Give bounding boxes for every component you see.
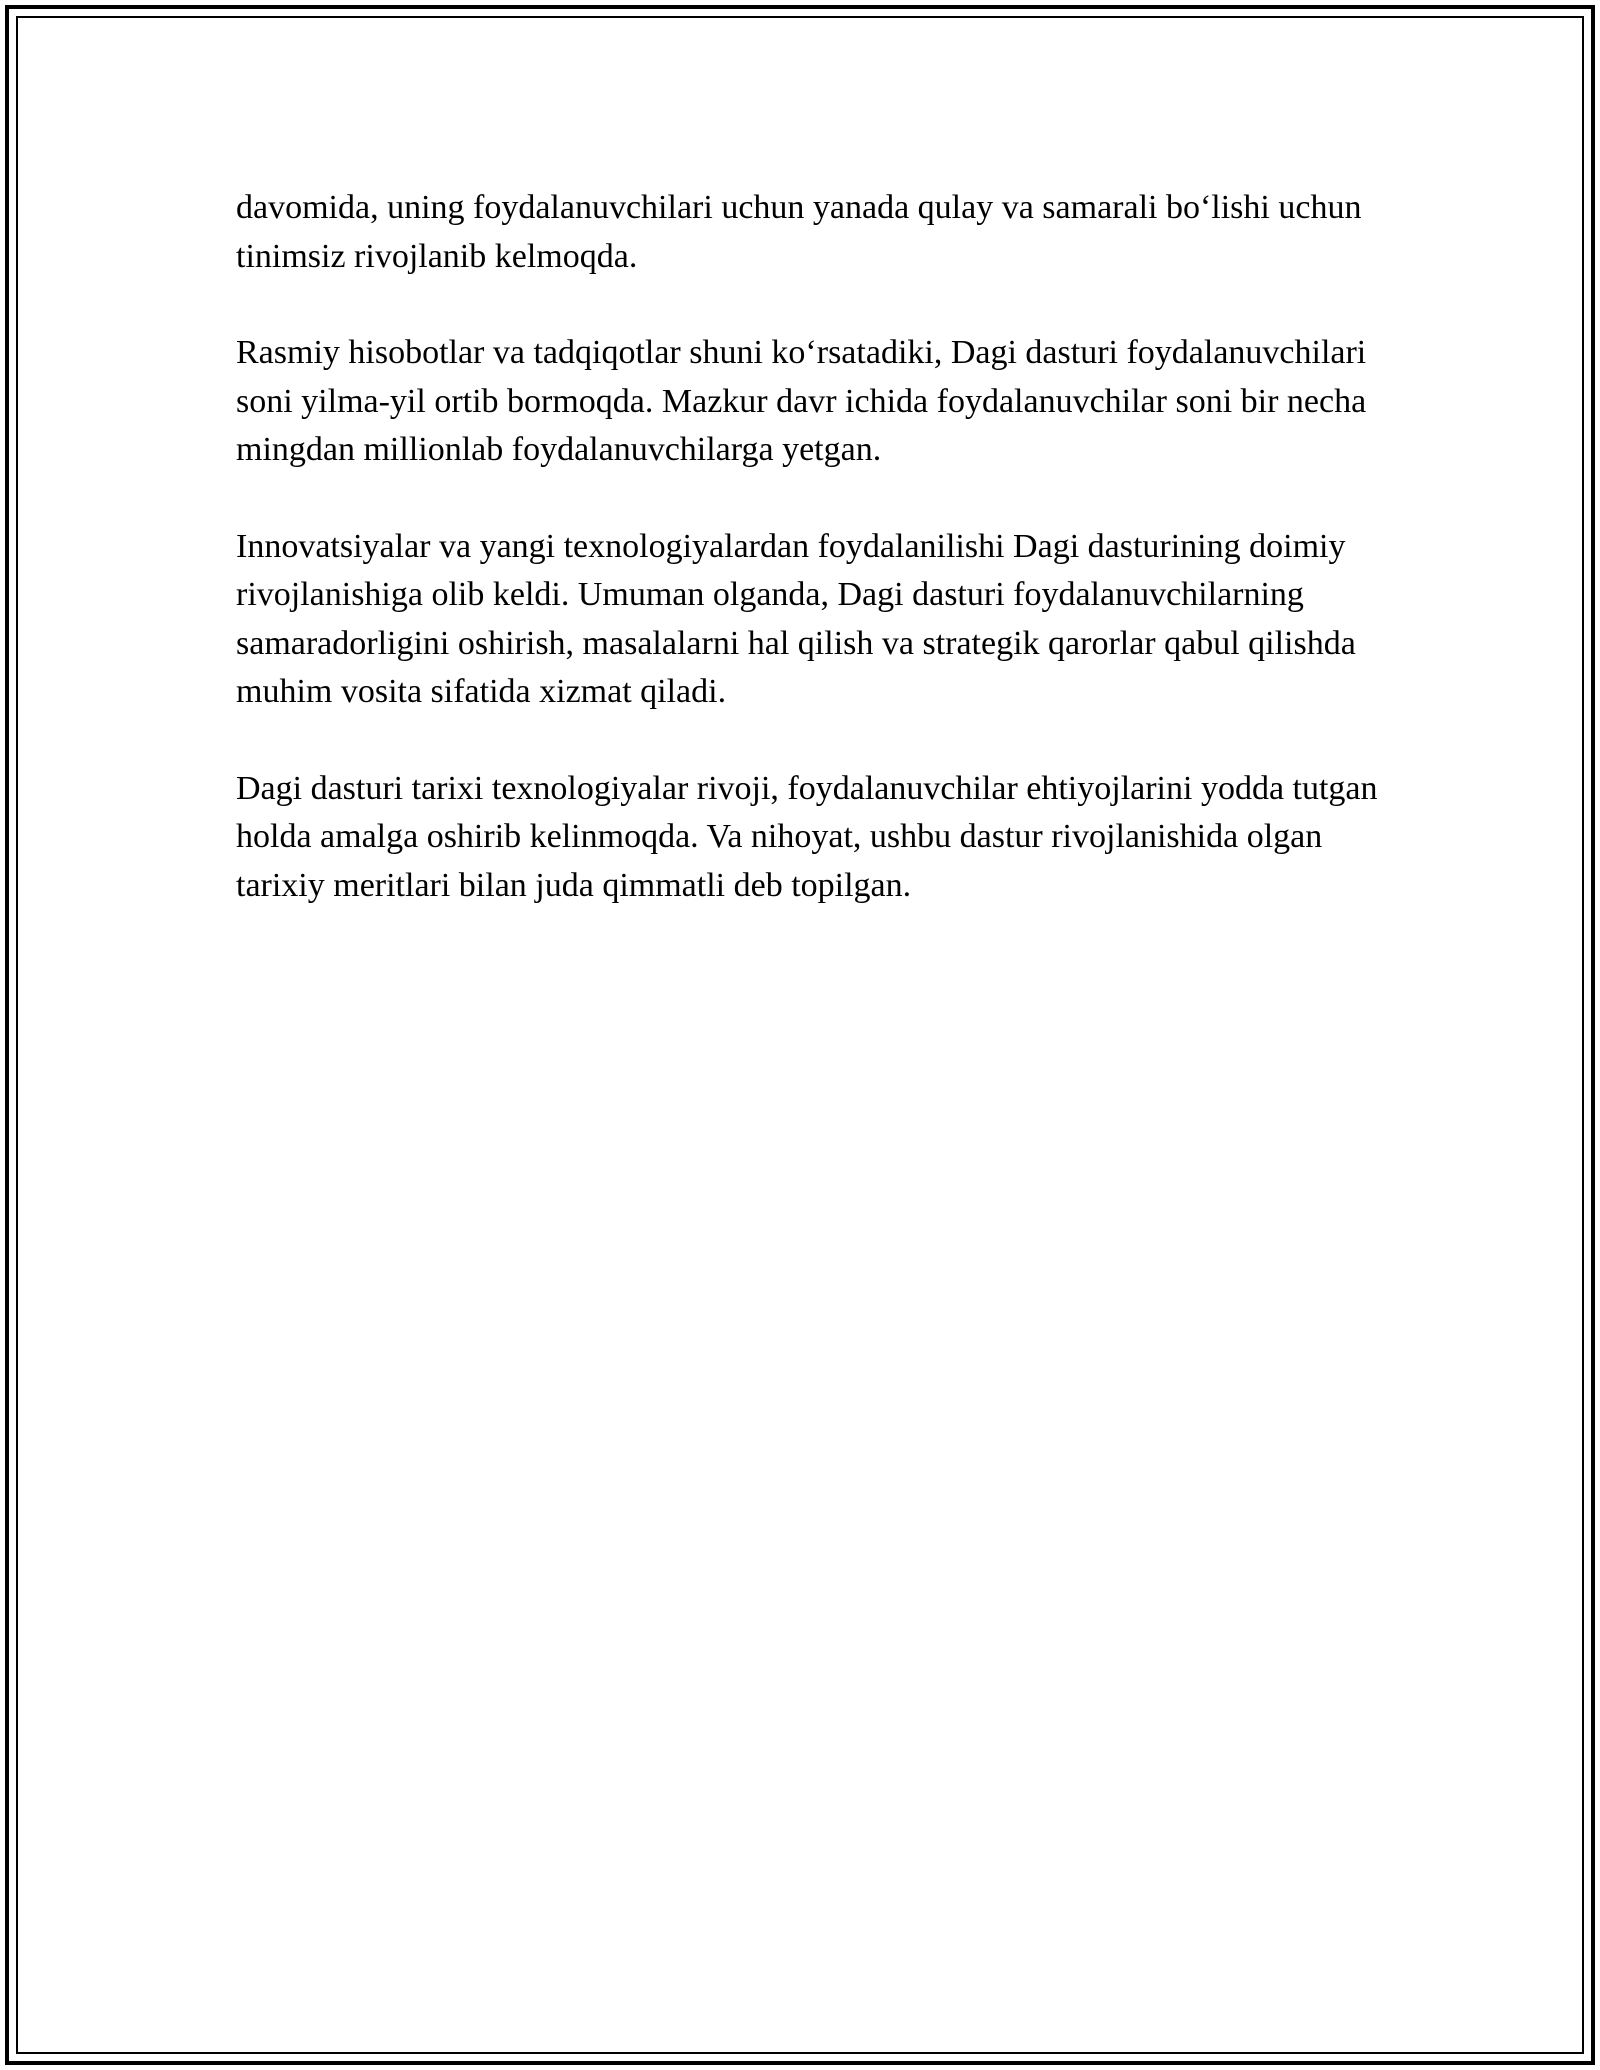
paragraph-2: Rasmiy hisobotlar va tadqiqotlar shuni ko‘rsatadiki, Dagi dasturi foydalanuvchilari soni yilma-yil ortib bormoqda. Mazkur davr ichida foydalanuvchilar soni bir necha mingdan millionlab foydalanuvchilarga yetgan. (236, 334, 1367, 468)
paragraph-4: Dagi dasturi tarixi texnologiyalar rivoji, foydalanuvchilar ehtiyojlarini yodda tutgan holda amalga oshirib kelinmoqda. Va nihoyat, ushbu dastur rivojlanishida olgan tarixiy meritlari bilan juda qimmatli deb topilgan. (236, 769, 1378, 904)
document-body (236, 184, 1386, 958)
paragraph-1: davomida, uning foydalanuvchilari uchun yanada qulay va samarali bo‘lishi uchun tinimsiz rivojlanib kelmoqda. (236, 189, 1362, 275)
paragraph-3: Innovatsiyalar va yangi texnologiyalardan foydalanilishi Dagi dasturining doimiy rivojlanishiga olib keldi. Umuman olganda, Dagi dasturi foydalanuvchilarning samaradorligini oshirish, masalalarni hal qilish va strategik qarorlar qabul qilishda muhim vosita sifatida xizmat qiladi. (236, 527, 1356, 710)
